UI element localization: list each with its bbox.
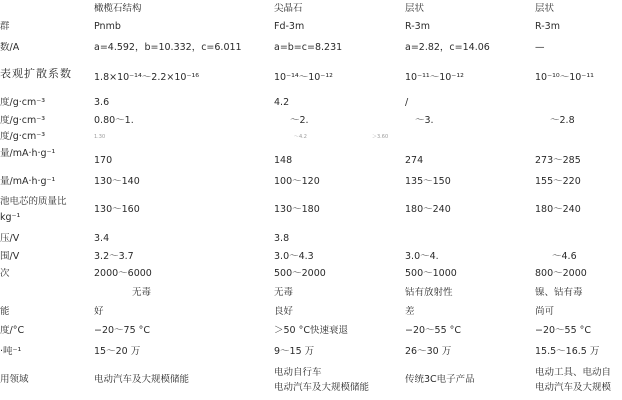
row-label: 能 [0,306,10,317]
row-label: kg⁻¹ [0,212,21,223]
cell-olivine: 1.30 [94,134,106,140]
cell-spinel: 10⁻¹⁴～10⁻¹² [274,72,333,83]
row-label: 用领域 [0,374,29,385]
cell-layered-a: ＞3.60 [372,134,389,140]
cell-layered-a: −20～55 °C [405,325,462,336]
cell-spinel: 3.0～4.3 [274,251,314,262]
cell-layered-a: 差 [405,306,415,317]
cell-olivine: a=4.592，b=10.332，c=6.011 [94,42,242,53]
cell-layered-a: 3.0～4. [405,251,439,262]
cell-spinel: 良好 [274,306,294,317]
cell-olivine: 好 [94,306,104,317]
cell-olivine: 1.8×10⁻¹⁴～2.2×10⁻¹⁶ [94,72,200,83]
cell-layered-a: 传统3C电子产品 [405,374,475,385]
cell-olivine: 0.80～1. [94,115,134,126]
cell-olivine: 橄榄石结构 [94,3,142,14]
cell-olivine: 无毒 [132,287,152,298]
cell-layered-a: 274 [405,155,424,166]
cell-spinel: 无毒 [274,287,294,298]
row-label: 压/V [0,233,20,244]
cell-layered-a: R-3m [405,21,430,32]
cell-spinel: 尖晶石 [274,3,303,14]
row-label: 量/mA·h·g⁻¹ [0,148,56,159]
cell-olivine: 130～160 [94,204,140,215]
cell-layered-b: 电动工具、电动自 [535,367,612,378]
cell-layered-b: 180～240 [535,204,581,215]
cell-layered-a: 层状 [405,3,425,14]
cell-olivine: 3.6 [94,97,110,108]
cell-spinel: 148 [274,155,293,166]
cell-layered-b: — [535,42,545,53]
cell-olivine: 2000～6000 [94,268,152,279]
cell-spinel: 9～15 万 [274,346,315,357]
cell-layered-b: 800～2000 [535,268,587,279]
cell-olivine: 15～20 万 [94,346,141,357]
cell-olivine: Pnmb [94,21,121,32]
cell-layered-b: 10⁻¹⁰～10⁻¹¹ [535,72,594,83]
row-label: 次 [0,268,10,279]
cell-olivine: −20～75 °C [94,325,151,336]
cell-layered-a: 500～1000 [405,268,457,279]
cell-layered-b: 15.5～16.5 万 [535,346,600,357]
row-label: 群 [0,21,10,32]
cell-olivine: 130～140 [94,176,140,187]
row-label: 表观扩散系数 [0,68,72,80]
cell-layered-a: a=2.82，c=14.06 [405,42,490,53]
cell-spinel: ～4.2 [294,134,307,140]
cell-layered-b: 155～220 [535,176,581,187]
cell-spinel: 电动汽车及大规模储能 [274,382,370,393]
cell-layered-a: 26～30 万 [405,346,452,357]
row-label: 围/V [0,251,20,262]
cell-olivine: 170 [94,155,113,166]
cell-spinel: 3.8 [274,233,290,244]
cell-spinel: 100～120 [274,176,320,187]
cell-layered-b: 273～285 [535,155,581,166]
cell-layered-b: 层状 [535,3,555,14]
cell-layered-b: 镍、钴有毒 [535,287,583,298]
cell-layered-a: 180～240 [405,204,451,215]
row-label: ·吨⁻¹ [0,346,22,357]
row-label: 度/g·cm⁻³ [0,131,46,142]
row-label: 池电芯的质量比 [0,196,67,207]
cell-spinel: 4.2 [274,97,290,108]
row-label: 度/g·cm⁻³ [0,97,46,108]
row-label: 度/g·cm⁻³ [0,115,46,126]
row-label: 量/mA·h·g⁻¹ [0,176,56,187]
cell-layered-a: 135～150 [405,176,451,187]
cell-layered-a: ～3. [415,115,434,126]
cell-spinel: a=b=c=8.231 [274,42,343,53]
cell-layered-a: / [405,97,409,108]
cell-spinel: 500～2000 [274,268,326,279]
row-label: 数/A [0,42,20,53]
cell-olivine: 3.4 [94,233,110,244]
cell-layered-b: −20～55 °C [535,325,592,336]
cell-spinel: 130～180 [274,204,320,215]
cell-layered-b: R-3m [535,21,560,32]
row-label: 度/°C [0,325,25,336]
cell-olivine: 电动汽车及大规模储能 [94,374,190,385]
cell-spinel: ～2. [290,115,309,126]
cell-layered-b: 电动汽车及大规模 [535,382,612,393]
cell-olivine: 3.2～3.7 [94,251,134,262]
cell-spinel: 电动自行车 [274,367,322,378]
cell-spinel: Fd-3m [274,21,305,32]
cell-layered-a: 钴有放射性 [405,287,453,298]
cell-spinel: ＞50 °C快速衰退 [274,325,348,336]
cell-layered-b: ～4.6 [552,251,577,262]
cell-layered-a: 10⁻¹¹～10⁻¹² [405,72,464,83]
cell-layered-b: 尚可 [535,306,555,317]
cell-layered-b: ～2.8 [550,115,575,126]
